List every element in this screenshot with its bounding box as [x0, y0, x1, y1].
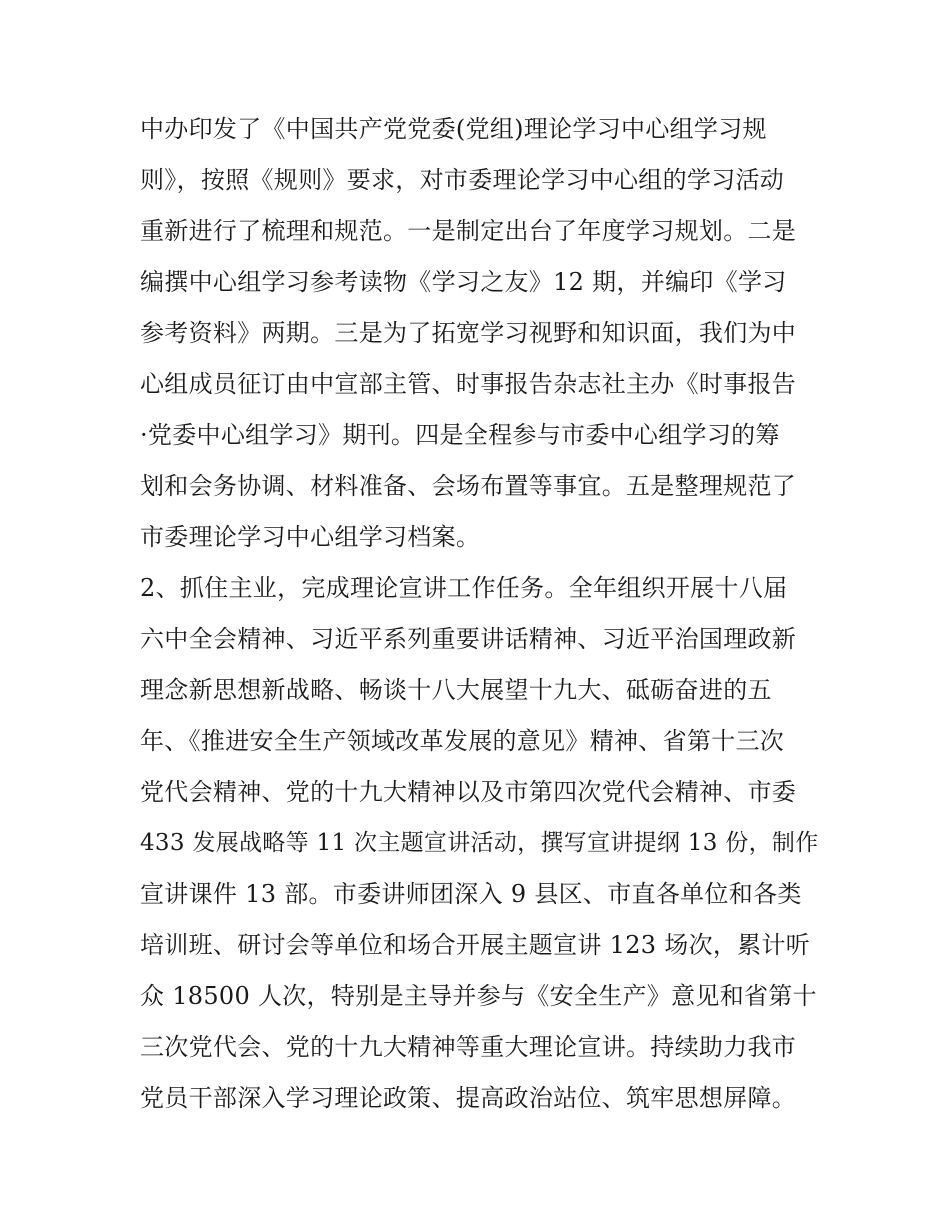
text-line: 2、抓住主业，完成理论宣讲工作任务。全年组织开展十八届 [140, 574, 788, 602]
text-line: 宣讲课件 13 部。市委讲师团深入 9 县区、市直各单位和各类 [140, 880, 802, 908]
text-line: ·党委中心组学习》期刊。四是全程参与市委中心组学习的筹 [140, 421, 780, 449]
text-line: 中办印发了《中国共产党党委(党组)理论学习中心组学习规 [140, 115, 767, 143]
text-line: 433 发展战略等 11 次主题宣讲活动，撰写宣讲提纲 13 份，制作 [140, 830, 819, 856]
text-line: 则》，按照《规则》要求，对市委理论学习中心组的学习活动 [140, 166, 785, 194]
text-line: 培训班、研讨会等单位和场合开展主题宣讲 123 场次，累计听 [140, 931, 811, 959]
text-line: 心组成员征订由中宣部主管、时事报告杂志社主办《时事报告 [140, 370, 797, 398]
text-line: 划和会务协调、材料准备、会场布置等事宜。五是整理规范了 [140, 472, 797, 500]
text-line: 参考资料》两期。三是为了拓宽学习视野和知识面，我们为中 [140, 319, 797, 347]
text-line: 党代会精神、党的十九大精神以及市第四次党代会精神、市委 [140, 778, 797, 806]
text-line: 理念新思想新战略、畅谈十八大展望十九大、砥砺奋进的五 [140, 676, 772, 704]
text-line: 众 18500 人次，特别是主导并参与《安全生产》意见和省第十 [140, 982, 817, 1010]
text-line: 重新进行了梳理和规范。一是制定出台了年度学习规划。二是 [140, 217, 797, 245]
text-line: 六中全会精神、习近平系列重要讲话精神、习近平治国理政新 [140, 625, 797, 653]
text-line: 市委理论学习中心组学习档案。 [140, 523, 481, 551]
text-line: 三次党代会、党的十九大精神等重大理论宣讲。持续助力我市 [140, 1033, 797, 1061]
text-line: 党员干部深入学习理论政策、提高政治站位、筑牢思想屏障。 [140, 1084, 797, 1112]
text-line: 编撰中心组学习参考读物《学习之友》12 期，并编印《学习 [140, 268, 787, 296]
text-line: 年、《推进安全生产领域改革发展的意见》精神、省第十三次 [140, 727, 785, 755]
body-text [140, 104, 820, 1124]
